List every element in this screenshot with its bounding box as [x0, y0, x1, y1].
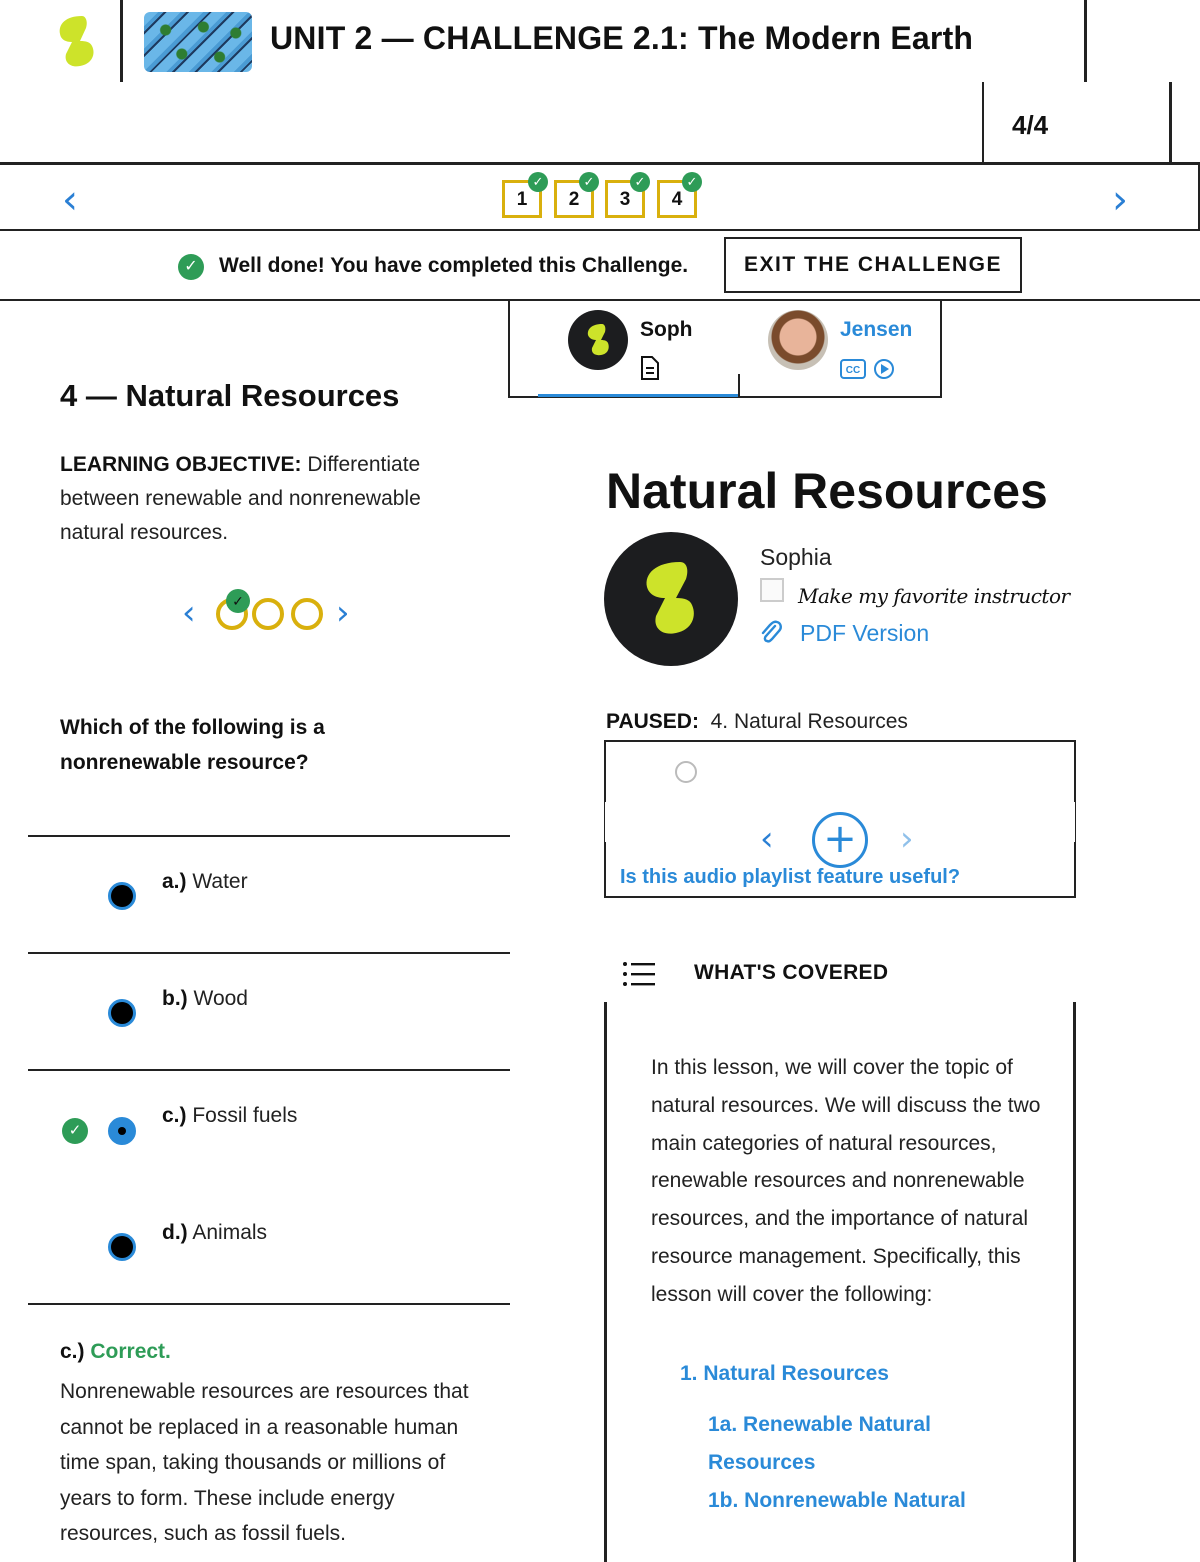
step-completed-check-icon: ✓: [528, 172, 548, 192]
option-divider: [28, 952, 510, 954]
player-border-gap: [605, 802, 608, 842]
instructor-logo: [604, 532, 738, 666]
tab-sophia-name[interactable]: Soph: [640, 318, 693, 341]
option-text: Wood: [193, 987, 248, 1010]
option-text: Animals: [192, 1221, 268, 1244]
step-button-4[interactable]: 4: [657, 180, 697, 218]
playlist-next-icon[interactable]: ›: [900, 819, 914, 859]
content-title: Natural Resources: [606, 463, 1048, 519]
question-dot-2[interactable]: [252, 598, 284, 630]
option-a-radio[interactable]: [108, 882, 136, 910]
player-border-gap: [1072, 802, 1075, 842]
next-step-arrow-icon[interactable]: ›: [1112, 177, 1128, 223]
sophia-avatar[interactable]: [568, 310, 628, 370]
option-text: Fossil fuels: [192, 1104, 298, 1127]
option-letter: b.): [162, 987, 188, 1010]
document-icon[interactable]: [640, 356, 660, 380]
previous-step-arrow-icon[interactable]: ‹: [62, 177, 78, 223]
exit-challenge-button[interactable]: EXIT THE CHALLENGE: [724, 237, 1022, 293]
objective-text: Differentiate between renewable and nonrenewable natural resources.: [60, 453, 421, 544]
step-navigation-bar: [0, 165, 1200, 231]
toc-item-natural-resources[interactable]: 1. Natural Resources: [680, 1362, 889, 1385]
progress-counter-box: [982, 82, 1172, 164]
header-divider: [1084, 0, 1087, 82]
question-completed-check-icon: ✓: [226, 589, 250, 613]
playlist-previous-icon[interactable]: ‹: [760, 819, 774, 859]
feedback-heading: [60, 1340, 171, 1364]
question-dot-3[interactable]: [291, 598, 323, 630]
option-d-label[interactable]: [162, 1221, 267, 1245]
option-divider: [28, 835, 510, 837]
option-d-radio[interactable]: [108, 1233, 136, 1261]
jensen-avatar[interactable]: [768, 310, 828, 370]
whats-covered-heading: WHAT'S COVERED: [694, 961, 889, 984]
course-thumbnail: [144, 12, 252, 72]
page-title: UNIT 2 — CHALLENGE 2.1: The Modern Earth: [270, 20, 974, 56]
tab-divider: [738, 374, 740, 396]
toc-item-nonrenewable[interactable]: 1b. Nonrenewable Natural: [708, 1489, 966, 1512]
feedback-letter: c.): [60, 1340, 85, 1363]
sophia-logo-icon: [604, 532, 738, 666]
step-button-3[interactable]: 3: [605, 180, 645, 218]
step-completed-check-icon: ✓: [630, 172, 650, 192]
previous-question-arrow-icon[interactable]: ‹: [182, 593, 196, 633]
option-text: Water: [192, 870, 248, 893]
paused-label: PAUSED:: [606, 710, 699, 733]
step-button-2[interactable]: 2: [554, 180, 594, 218]
favorite-instructor-checkbox[interactable]: [760, 578, 784, 602]
feedback-explanation: Nonrenewable resources are resources that cannot be replaced in a reasonable human time span, taking thousands or millions of years to form. These include energy resources, such as fossil fuels.: [60, 1380, 469, 1545]
svg-text:CC: CC: [845, 365, 861, 376]
option-a-label[interactable]: [162, 870, 248, 894]
favorite-instructor-label[interactable]: Make my favorite instructor: [798, 584, 1070, 608]
completion-message: Well done! You have completed this Challenge.: [219, 254, 689, 277]
option-b-label[interactable]: [162, 987, 248, 1011]
option-divider: [28, 1069, 510, 1071]
playlist-feedback-link[interactable]: Is this audio playlist feature useful?: [620, 866, 961, 888]
instructor-name: Sophia: [760, 544, 832, 570]
whats-covered-text: In this lesson, we will cover the topic of natural resources. We will discuss the two main categories of natural resources, renewable resources and nonrenewable resources, and the importance of natural resource management. Specifically, this lesson will cover the following:: [651, 1056, 1041, 1306]
option-c-radio[interactable]: [108, 1117, 136, 1145]
progress-counter: 4/4: [1012, 110, 1049, 140]
option-letter: c.): [162, 1104, 187, 1127]
option-c-label[interactable]: [162, 1104, 297, 1128]
paperclip-icon: [760, 620, 782, 653]
option-letter: d.): [162, 1221, 188, 1244]
paused-status: [606, 710, 908, 734]
captions-video-icons[interactable]: [840, 358, 896, 380]
option-divider: [28, 1303, 510, 1305]
correct-answer-check-icon: ✓: [62, 1118, 88, 1144]
learning-objective: [60, 448, 490, 550]
paused-track: 4. Natural Resources: [710, 710, 908, 733]
audio-scrubber-handle[interactable]: [675, 761, 697, 783]
sophia-logo[interactable]: [52, 14, 98, 70]
toc-item-renewable[interactable]: 1a. Renewable Natural Resources: [708, 1413, 931, 1474]
add-to-playlist-button[interactable]: +: [812, 812, 868, 868]
step-completed-check-icon: ✓: [579, 172, 599, 192]
sophia-logo-icon: [568, 310, 628, 370]
next-question-arrow-icon[interactable]: ›: [336, 593, 350, 633]
list-icon: [622, 960, 656, 988]
quiz-question: Which of the following is a nonrenewable resource?: [60, 716, 325, 774]
feedback-status: Correct.: [90, 1340, 171, 1363]
step-completed-check-icon: ✓: [682, 172, 702, 192]
active-tab-indicator: [538, 394, 738, 397]
pdf-version-link[interactable]: PDF Version: [800, 620, 930, 646]
step-button-1[interactable]: 1: [502, 180, 542, 218]
success-check-icon: ✓: [178, 254, 204, 280]
option-letter: a.): [162, 870, 187, 893]
option-b-radio[interactable]: [108, 999, 136, 1027]
tab-jensen-name[interactable]: Jensen: [840, 318, 913, 341]
header-divider: [120, 0, 123, 82]
lesson-title: 4 — Natural Resources: [60, 378, 400, 413]
objective-label: LEARNING OBJECTIVE:: [60, 453, 302, 476]
